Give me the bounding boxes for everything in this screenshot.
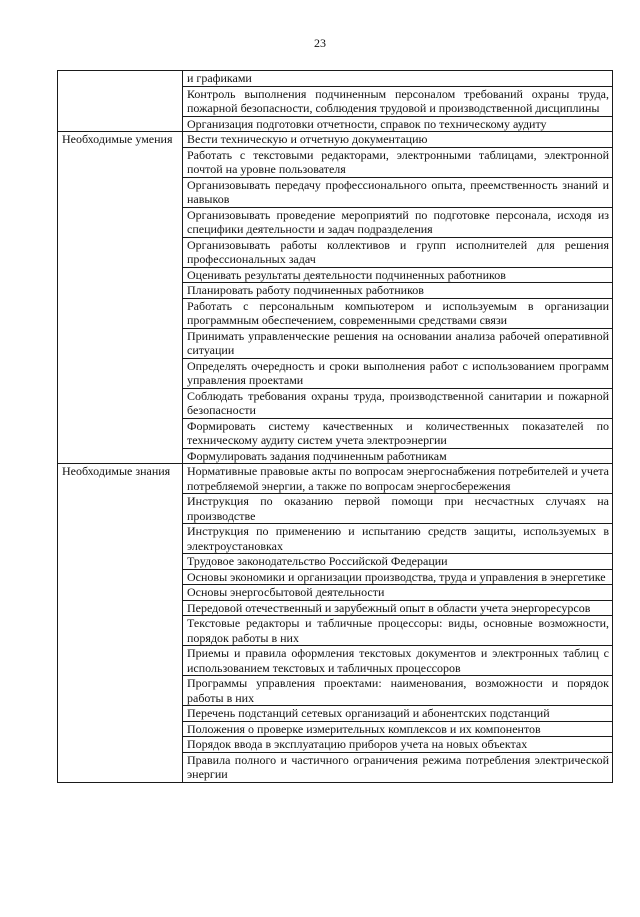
item-cell: Определять очередность и сроки выполнения работ с использованием программ управления проектами — [183, 358, 613, 388]
table-row — [58, 464, 613, 494]
item-cell: Формулировать задания подчиненным работникам — [183, 448, 613, 464]
item-cell: Нормативные правовые акты по вопросам энергоснабжения потребителей и учета потребляемой энергии, а также по вопросам энергосбережения — [183, 464, 613, 494]
item-cell: Основы энергосбытовой деятельности — [183, 585, 613, 601]
item-cell: Формировать систему качественных и количественных показателей по техническому аудиту систем учета электроэнергии — [183, 418, 613, 448]
item-cell: Текстовые редакторы и табличные процессоры: виды, основные возможности, порядок работы в них — [183, 616, 613, 646]
item-cell: Правила полного и частичного ограничения режима потребления электрической энергии — [183, 752, 613, 782]
item-cell: Инструкция по оказанию первой помощи при несчастных случаях на производстве — [183, 494, 613, 524]
item-cell: Работать с текстовыми редакторами, электронными таблицами, электронной почтой на уровне пользователя — [183, 147, 613, 177]
item-cell: Организовывать проведение мероприятий по подготовке персонала, исходя из специфики деятельности и задач подразделения — [183, 207, 613, 237]
page-number: 23 — [314, 36, 326, 50]
item-cell: Работать с персональным компьютером и используемым в организации программным обеспечением, современными средствами связи — [183, 298, 613, 328]
item-cell: Организация подготовки отчетности, справок по техническому аудиту — [183, 116, 613, 132]
item-cell: Основы экономики и организации производства, труда и управления в энергетике — [183, 569, 613, 585]
category-cell: Необходимые умения — [58, 132, 183, 464]
table-row — [58, 71, 613, 87]
item-cell: Перечень подстанций сетевых организаций и абонентских подстанций — [183, 706, 613, 722]
item-cell: Планировать работу подчиненных работников — [183, 283, 613, 299]
item-cell: и графиками — [183, 71, 613, 87]
category-cell — [58, 71, 183, 132]
item-cell: Принимать управленческие решения на основании анализа рабочей оперативной ситуации — [183, 328, 613, 358]
item-cell: Трудовое законодательство Российской Федерации — [183, 554, 613, 570]
item-cell: Приемы и правила оформления текстовых документов и электронных таблиц с использованием текстовых и табличных процессоров — [183, 646, 613, 676]
item-cell: Порядок ввода в эксплуатацию приборов учета на новых объектах — [183, 737, 613, 753]
item-cell: Соблюдать требования охраны труда, производственной санитарии и пожарной безопасности — [183, 388, 613, 418]
category-cell: Необходимые знания — [58, 464, 183, 783]
item-cell: Инструкция по применению и испытанию средств защиты, используемых в электроустановках — [183, 524, 613, 554]
item-cell: Организовывать работы коллективов и групп исполнителей для решения профессиональных задач — [183, 237, 613, 267]
item-cell: Организовывать передачу профессионального опыта, преемственность знаний и навыков — [183, 177, 613, 207]
item-cell: Положения о проверке измерительных комплексов и их компонентов — [183, 721, 613, 737]
item-cell: Оценивать результаты деятельности подчиненных работников — [183, 267, 613, 283]
requirements-table — [57, 70, 613, 783]
item-cell: Контроль выполнения подчиненным персоналом требований охраны труда, пожарной безопасности, соблюдения трудовой и производственной дисциплины — [183, 86, 613, 116]
table-row — [58, 132, 613, 148]
item-cell: Вести техническую и отчетную документацию — [183, 132, 613, 148]
item-cell: Программы управления проектами: наименования, возможности и порядок работы в них — [183, 676, 613, 706]
requirements-table-body — [58, 71, 613, 783]
item-cell: Передовой отечественный и зарубежный опыт в области учета энергоресурсов — [183, 600, 613, 616]
